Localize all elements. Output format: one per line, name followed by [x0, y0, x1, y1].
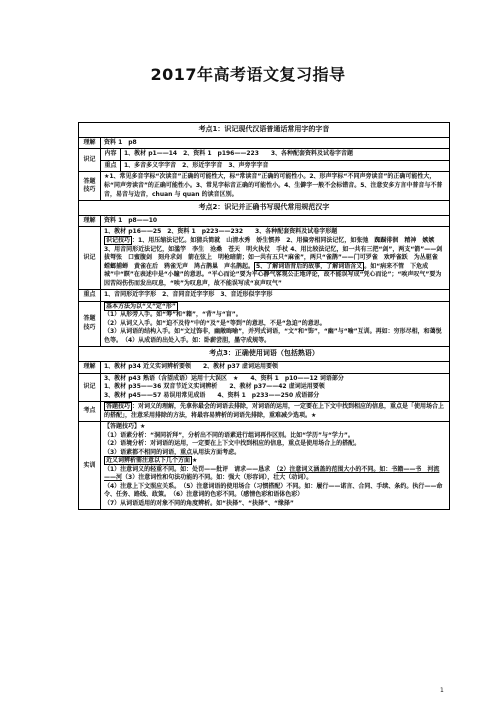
section-2-heading: 考点2：识记并正确书写现代常用规范汉字: [79, 201, 450, 216]
content-line: （3）从词语的结构入手。如“文过饰非，幽敞晦喻”，并列式词语，“文”和“饰”，“幽”与“喻”互训。再如：穷形尽相，和蔼悦色等。 （4）从成语的出处入手。如：卧薪尝胆，墨守成规等。: [104, 328, 442, 344]
content-line: [104, 303, 446, 312]
content-line: （3）语素都不相同的词语，重点从用法方面考虑。: [104, 448, 241, 456]
content-line: [104, 483, 446, 500]
row-label: 答题技巧: [79, 172, 101, 201]
paragraph-text: 执行——命令、任务、路线、政策。: [104, 482, 443, 499]
row-content: [101, 301, 450, 347]
table-row: [79, 301, 450, 347]
paragraph-text: ：1、用压缩法记忆。如猜兵简就 山清水秀 娇生惯养 2、用偏旁相同法记忆，如张弛 踟蹰徘徊 精神 嫉嫉 3、用音同形近法记忆，如滥竽 李生 沧桑 苍天 明火执仗 手杖 4、用比较法记忆，如一共有三把“剑”，两支“箭”——剑拔弩张 口蜜腹剑 刻舟求剑 箭在弦上 明枪暗箭；如一共有五只“麻雀”，两只“雀鹊”——门可罗雀 欢呼雀跃 为丛驱雀 螳螂捕蝉 黄雀在后 鸦雀无声 鸠占鹊巢 声名鹊起。: [104, 237, 444, 270]
content-line: 1、教材 p16——25 2、资料 1 p223——232 3、各种配套资料及试卷字形题: [104, 228, 338, 236]
row-content: 1、教材 p1——14 2、资料 1 p196——223 3、各种配套资料及试卷字音题: [121, 149, 450, 161]
row-content: [101, 402, 450, 422]
page-title: 2017年高考语文复习指导: [150, 65, 346, 84]
content-line: （2）语境分析：对词语的运用，一定要在上下文中找到相应的信息，重点是使用场合上的搭配。: [104, 440, 361, 448]
table-row: [79, 160, 450, 172]
row-content: [101, 227, 450, 290]
section-heading-row: [79, 347, 450, 362]
paragraph-text: （1）注意词义的轻重不同。如：处罚——批评 请求——恳求: [104, 465, 271, 473]
table-row: [79, 402, 450, 422]
sub-label: 重点: [101, 160, 121, 172]
table-row: [79, 172, 450, 201]
paragraph-text: （4）注意上下文照应关系。: [104, 482, 178, 490]
content-line: 1、教材 p35——36 双音节近义实词辨析 2、教材 p37——42 虚词运用要领: [104, 383, 325, 391]
row-label: 考点: [79, 402, 101, 422]
content-line: 3、教材 p45——57 易误用常见成语 4、资料 1 p233——250 成语部分: [104, 391, 320, 399]
table-row: [79, 422, 450, 510]
table-row: [79, 362, 450, 374]
content-line: （1）语素分析：“洞同祈拜”，分析出不同的语素进行组词再作区别。比如“学历”与“学力”。: [104, 431, 354, 439]
section-3-heading: 考点3：正确使用词语（包括熟语）: [79, 347, 450, 362]
table-row: [79, 227, 450, 290]
page-number: 1: [440, 687, 444, 694]
paragraph-text: （3）注意词性和句法功能的不同。如：强大（形容词），壮大（动词）。: [122, 474, 313, 482]
underlined-text: （2）注意词义涵盖的范围大小的不同。如：书籍——书 河流——河: [104, 465, 440, 482]
row-label: 答题技巧: [79, 301, 101, 347]
row-label: 理解: [79, 137, 101, 149]
row-label: 理解: [79, 215, 101, 227]
boxed-label: 基本方法为以“义”定“形”: [106, 302, 176, 310]
row-label: 识记: [79, 149, 101, 172]
paragraph-text: ：对词义的理解，先拿你最会的词语去排除，对词语的运用，一定要在上下文中找到相应的信息，重点是「使用场合上的搭配」，注意采用排除的方法，将最容易辨析的词语先排除，重难减少选项。★: [104, 403, 445, 419]
section-1-heading: 考点1：识记现代汉语普通话常用字的字音: [79, 123, 450, 138]
review-table: [78, 122, 450, 510]
table-row: [79, 149, 450, 161]
section-heading-row: [79, 123, 450, 138]
row-content: 1、多音多义字字音 2、形近字字音 3、声旁字字音: [121, 160, 450, 172]
sub-label: 内容: [101, 149, 121, 161]
table-row: [79, 137, 450, 149]
row-content: [101, 373, 450, 402]
table-row: [79, 290, 450, 302]
table-row: [79, 373, 450, 402]
content-line: 【答题技巧】★: [104, 423, 146, 431]
paragraph-text: （6）注意词的色彩不同。（感情色彩和语体色彩）: [173, 491, 304, 499]
boxed-label: 识记技巧: [106, 237, 131, 244]
row-label: 理解: [79, 362, 101, 374]
content-line: 3、教材 p43 熟语（含望成语）运用十大误区 ★ 4、资料 1 p10——12 词语部分: [104, 374, 344, 382]
row-content: ★1、常见多音字标“次读音”正确的可能性大，标“常读音”正确的可能性小。2、形声字标“不同声旁读音”的正确可能性大，标“同声旁读音”的正确可能性小。3、常见字标音正确的可能性小。4、生僻字一般不会标错音。5、注意安多方言中普音与不普音，易音与边音，chuan 与 quan 的读音区别。: [101, 172, 450, 201]
section-heading-row: [79, 201, 450, 216]
table-row: [79, 215, 450, 227]
content-paragraph: [104, 237, 446, 288]
row-content: 资料 1 p8: [101, 137, 450, 149]
paragraph-text: 。如“病来不管 下危成城”中“瞑”在表述中是“小瞳”的意思。“平心而论”要为平心静气客观公正地评论，故不能误写成“凭心而论”；“唉声叹气”要为因苦闷伤伤而发出叹息，“唉”为叹息声，故不能误写成“哀声叹气”: [104, 262, 442, 287]
boxed-label: 5、了解词语背后的故事，了解词语含义: [256, 262, 363, 270]
row-content: 1、音同形近字字形 2、音同音近字字形 3、音近形似字字形: [101, 290, 450, 302]
row-content: [101, 422, 450, 510]
content-line: [104, 466, 446, 483]
row-content: 资料 1 p8——10: [101, 215, 450, 227]
content-line: （1）从形旁入手。如“筹”和“籍”，“背”与“盲”。: [104, 311, 242, 319]
boxed-label: 答题技巧: [106, 403, 131, 411]
content-line: （7）从词语适用的对象不同的角度辨析。如“抉择”、“抉择”、“缘择”: [104, 499, 294, 507]
row-label: 识记: [79, 373, 101, 402]
paragraph-text: （5）注意词语的使用场合（习惯搭配）不同。如：履行——诺言、合同、手续、条约。: [183, 482, 413, 490]
row-label: 实训: [79, 422, 101, 510]
row-content: 1、教材 p34 近义实词辨析要领 2、教材 p37 虚词运用要领: [101, 362, 450, 374]
row-label: 重点: [79, 290, 101, 302]
content-line: （2）从词义入手。如“迫不及待”中的“及”是“等到”的意思，不是“急迫”的意思。: [104, 319, 326, 327]
content-line: [104, 457, 446, 466]
row-label: 识记: [79, 227, 101, 290]
star-mark: ★: [192, 457, 198, 465]
boxed-label: 近义词辨析需注意以下几个方面: [106, 457, 191, 465]
